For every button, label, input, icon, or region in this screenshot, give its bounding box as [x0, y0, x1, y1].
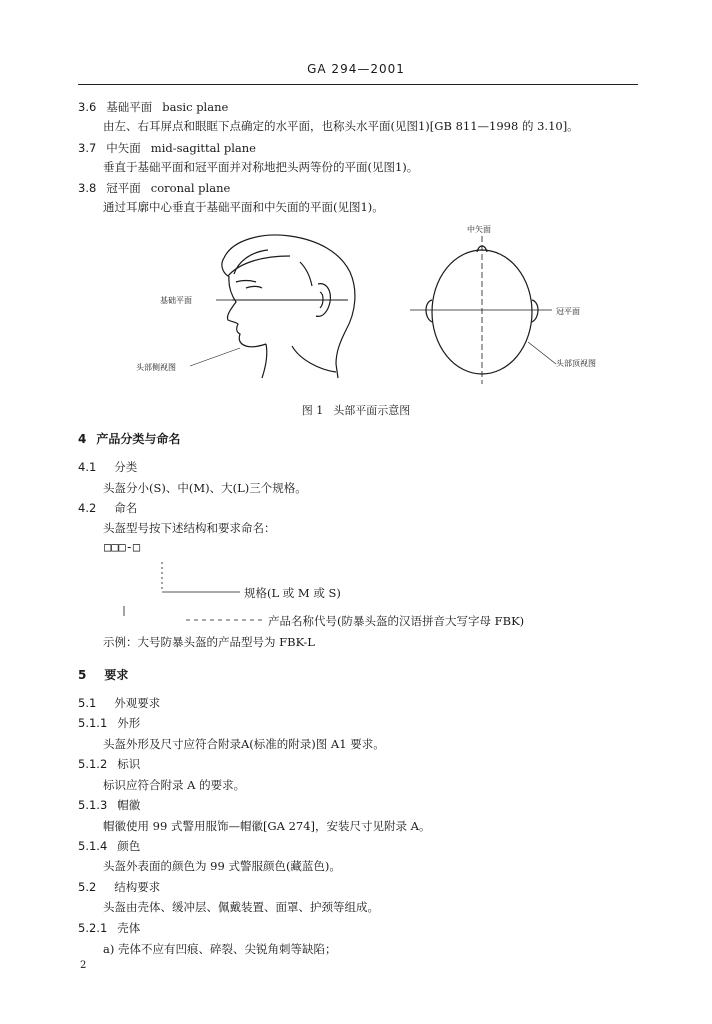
section-5-1-3-body: 帽徽使用 99 式警用服饰—帽徽[GA 274]，安装尺寸见附录 A。 [103, 819, 431, 833]
section-title: 外观要求 [114, 696, 161, 710]
section-number: 5.1.4 [78, 839, 108, 853]
naming-example: 示例：大号防暴头盔的产品型号为 FBK-L [103, 635, 315, 649]
page-number: 2 [80, 960, 87, 971]
naming-code-boxes: □□□-□ [104, 540, 141, 554]
section-number: 5.1 [78, 696, 97, 710]
section-3-8-body: 通过耳廓中心垂直于基础平面和中矢面的平面(见图1)。 [103, 200, 384, 214]
label-side-view: 头部侧视图 [136, 363, 176, 372]
section-5-1-4-body: 头盔外表面的颜色为 99 式警服颜色(藏蓝色)。 [103, 859, 341, 873]
section-4-2-heading [78, 500, 137, 516]
section-3-7-body: 垂直于基础平面和冠平面并对称地把头两等份的平面(见图1)。 [103, 160, 419, 174]
head-side-view-drawing [222, 235, 355, 378]
section-title-en: coronal plane [150, 181, 231, 195]
label-basic-plane: 基础平面 [160, 296, 192, 305]
section-title: 冠平面 [106, 181, 141, 195]
section-number: 5.2.1 [78, 921, 108, 935]
section-4-1-heading [78, 459, 137, 475]
section-number: 4 [78, 432, 87, 446]
section-number: 3.8 [78, 181, 97, 195]
section-5-2-1-item-a: a) 壳体不应有凹痕、碎裂、尖锐角刺等缺陷； [103, 942, 337, 956]
section-5-2-1-heading [78, 920, 140, 936]
caption-text: 头部平面示意图 [333, 404, 411, 417]
section-number: 4.1 [78, 460, 97, 474]
section-5-1-2-heading [78, 756, 140, 772]
section-title: 基础平面 [106, 100, 153, 114]
section-5-2-heading [78, 879, 160, 895]
label-mid-sagittal: 中矢面 [467, 225, 491, 234]
section-4-2-body: 头盔型号按下述结构和要求命名： [103, 521, 276, 535]
section-5-1-3-heading [78, 797, 140, 813]
figure-caption [0, 402, 712, 418]
naming-size-label: 规格(L 或 M 或 S) [244, 586, 341, 600]
section-title: 颜色 [117, 839, 141, 853]
document-code-header: GA 294—2001 [307, 62, 405, 76]
caption-number: 图 1 [301, 404, 324, 417]
section-number: 5.1.1 [78, 716, 108, 730]
top-view-leader [528, 342, 556, 364]
section-3-6-heading [78, 99, 228, 115]
section-5-1-4-heading [78, 838, 140, 854]
section-title-en: mid-sagittal plane [150, 141, 256, 155]
section-title: 标识 [117, 757, 141, 771]
section-number: 5.2 [78, 880, 97, 894]
section-number: 3.7 [78, 141, 97, 155]
label-top-view: 头部顶视图 [556, 359, 596, 368]
section-5-1-heading [78, 695, 160, 711]
section-3-6-body: 由左、右耳屏点和眼眶下点确定的水平面，也称头水平面(见图1)[GB 811—1998 的 3.10]。 [103, 119, 579, 133]
section-5-1-2-body: 标识应符合附录 A 的要求。 [103, 778, 246, 792]
section-number: 5 [78, 668, 87, 682]
section-3-8-heading [78, 180, 230, 196]
section-5-heading [78, 666, 128, 683]
header-rule [78, 84, 638, 85]
label-coronal-plane: 冠平面 [556, 307, 580, 316]
section-title: 命名 [114, 501, 138, 515]
section-title-en: basic plane [162, 100, 229, 114]
section-number: 3.6 [78, 100, 97, 114]
section-5-2-body: 头盔由壳体、缓冲层、佩戴装置、面罩、护颈等组成。 [103, 900, 379, 914]
section-number: 5.1.3 [78, 798, 108, 812]
section-title: 产品分类与命名 [96, 432, 181, 446]
section-4-1-body: 头盔分小(S)、中(M)、大(L)三个规格。 [103, 481, 307, 495]
section-5-1-1-heading [78, 715, 140, 731]
section-5-1-1-body: 头盔外形及尺寸应符合附录A(标准的附录)图 A1 要求。 [103, 737, 385, 751]
section-number: 5.1.2 [78, 757, 108, 771]
section-4-heading [78, 430, 180, 447]
section-number: 4.2 [78, 501, 97, 515]
section-3-7-heading [78, 140, 256, 156]
section-title: 分类 [114, 460, 138, 474]
section-title: 中矢面 [106, 141, 141, 155]
section-title: 外形 [117, 716, 141, 730]
naming-product-label: 产品名称代号(防暴头盔的汉语拼音大写字母 FBK) [268, 614, 525, 628]
section-title: 壳体 [117, 921, 141, 935]
figure-1-head-planes [0, 220, 712, 400]
section-title: 要求 [104, 668, 129, 682]
section-title: 帽徽 [117, 798, 141, 812]
section-title: 结构要求 [114, 880, 161, 894]
side-view-leader [190, 348, 240, 366]
